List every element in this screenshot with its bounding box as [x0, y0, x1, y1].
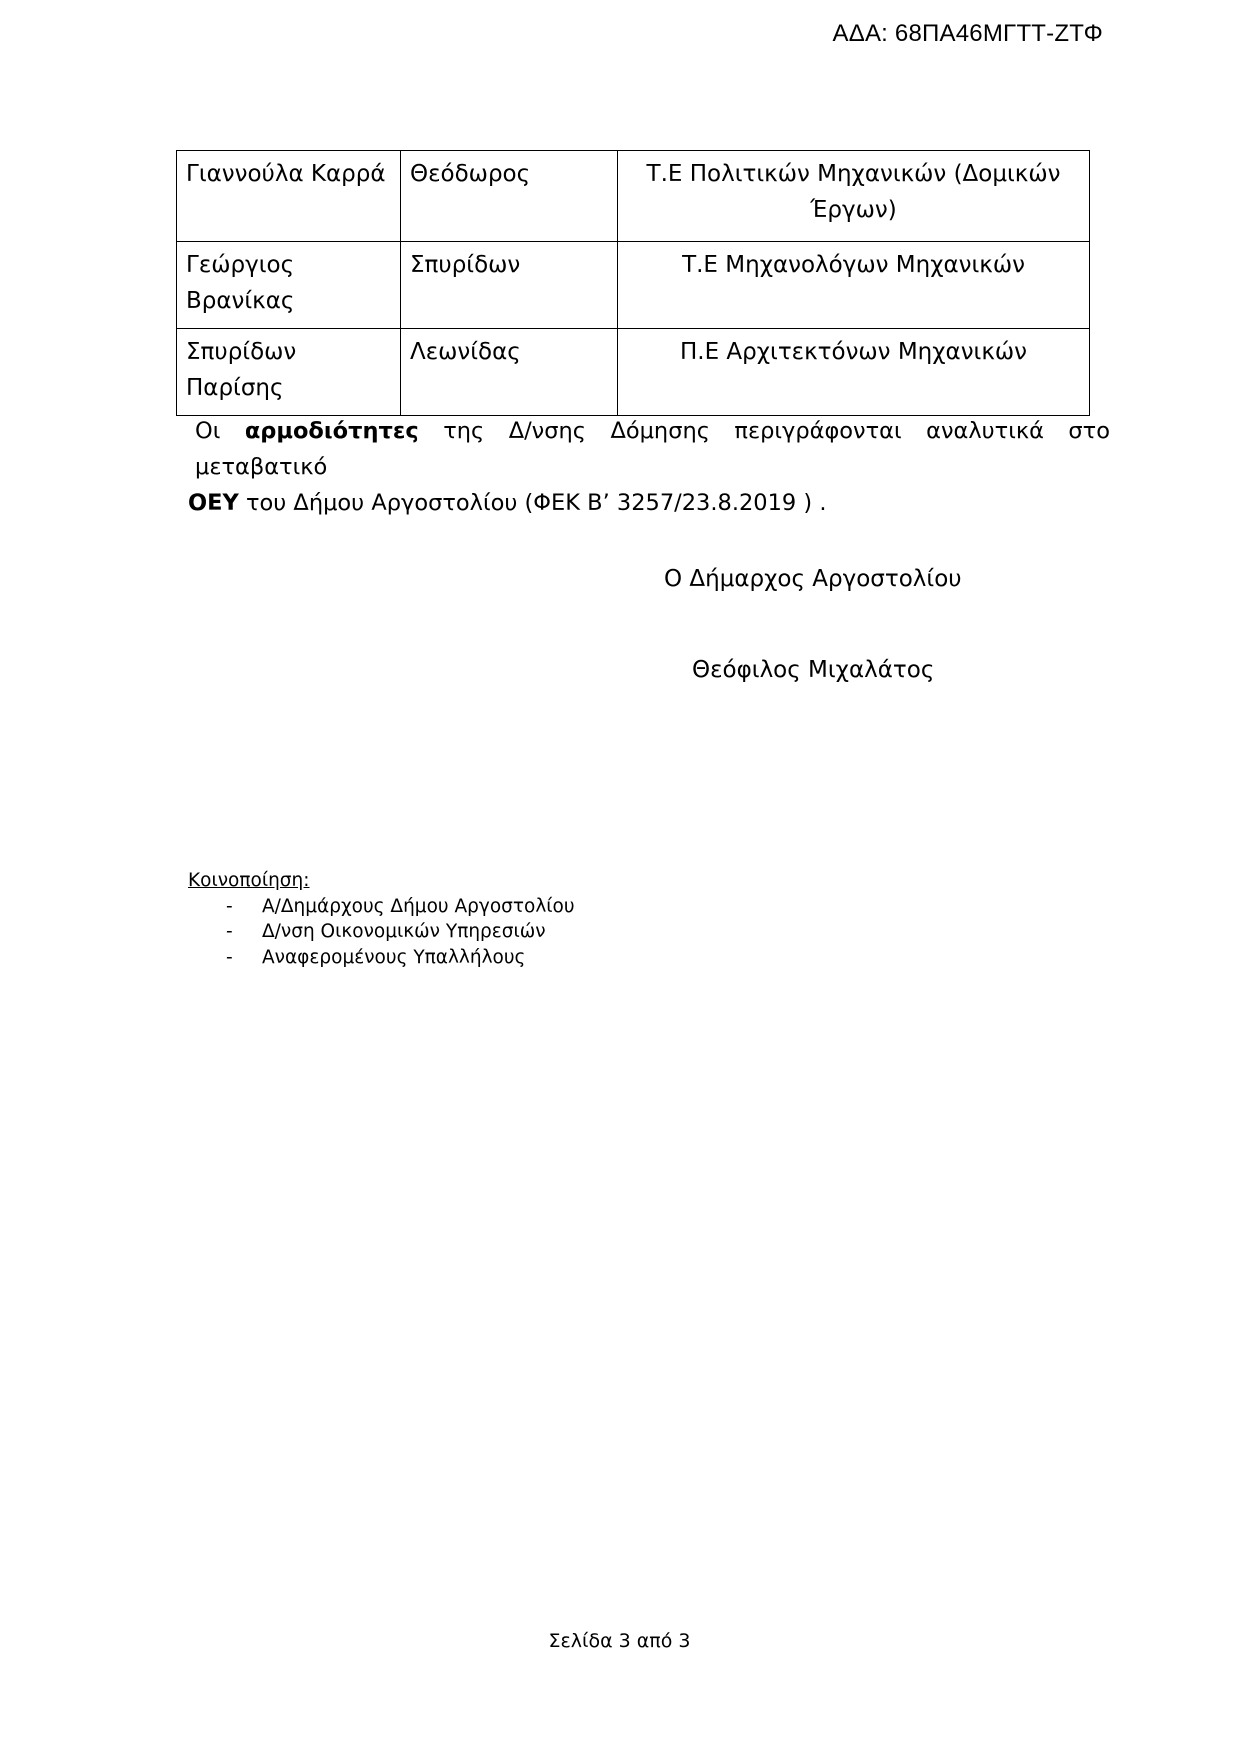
distribution-items	[188, 894, 575, 971]
paragraph-text: Οι	[195, 418, 221, 444]
specialty	[618, 151, 1090, 242]
employee-name: Γιαννούλα Καρρά	[177, 151, 401, 242]
specialty-line: Τ.Ε Πολιτικών Μηχανικών (Δομικών	[646, 161, 1061, 187]
signature-title: Ο Δήμαρχος Αργοστολίου	[664, 566, 962, 592]
page-number: Σελίδα 3 από 3	[548, 1630, 691, 1652]
ada-code: ΑΔΑ: 68ΠΑ46ΜΓΤΤ-ΖΤΦ	[832, 20, 1103, 47]
bullet-dash: -	[226, 895, 233, 917]
distribution-list	[188, 868, 575, 970]
signature-name: Θεόφιλος Μιχαλάτος	[692, 657, 935, 683]
father-name: Σπυρίδων	[401, 242, 618, 329]
bold-term: αρμοδιότητες	[244, 418, 419, 444]
bold-term: ΟΕΥ	[188, 490, 239, 516]
father-name: Θεόδωρος	[401, 151, 618, 242]
specialty: Τ.Ε Μηχανολόγων Μηχανικών	[618, 242, 1090, 329]
paragraph-line	[188, 413, 1110, 485]
table-row	[177, 329, 1090, 416]
list-item	[188, 919, 575, 945]
bullet-dash: -	[226, 921, 233, 942]
bullet-dash: -	[226, 946, 233, 968]
specialty-line: Έργων)	[810, 197, 897, 223]
list-item	[188, 894, 575, 920]
list-item	[188, 945, 575, 971]
employee-name: Σπυρίδων Παρίσης	[177, 329, 401, 416]
list-item-text: Δ/νση Οικονομικών Υπηρεσιών	[262, 921, 546, 942]
paragraph-text: της Δ/νσης Δόμησης περιγράφονται αναλυτικά στο μεταβατικό	[195, 418, 1110, 480]
paragraph-line	[188, 485, 1110, 521]
responsibilities-paragraph	[188, 413, 1110, 521]
distribution-title: Κοινοποίηση:	[188, 870, 310, 891]
list-item-text: Αναφερομένους Υπαλλήλους	[262, 946, 526, 968]
father-name: Λεωνίδας	[401, 329, 618, 416]
specialty: Π.Ε Αρχιτεκτόνων Μηχανικών	[618, 329, 1090, 416]
staff-table	[176, 150, 1090, 416]
list-item-text: Α/Δημάρχους Δήμου Αργοστολίου	[262, 895, 575, 917]
table-row	[177, 151, 1090, 242]
table-row	[177, 242, 1090, 329]
paragraph-text: του Δήμου Αργοστολίου (ΦΕΚ Β’ 3257/23.8.2019 ) .	[245, 490, 827, 516]
employee-name: Γεώργιος Βρανίκας	[177, 242, 401, 329]
